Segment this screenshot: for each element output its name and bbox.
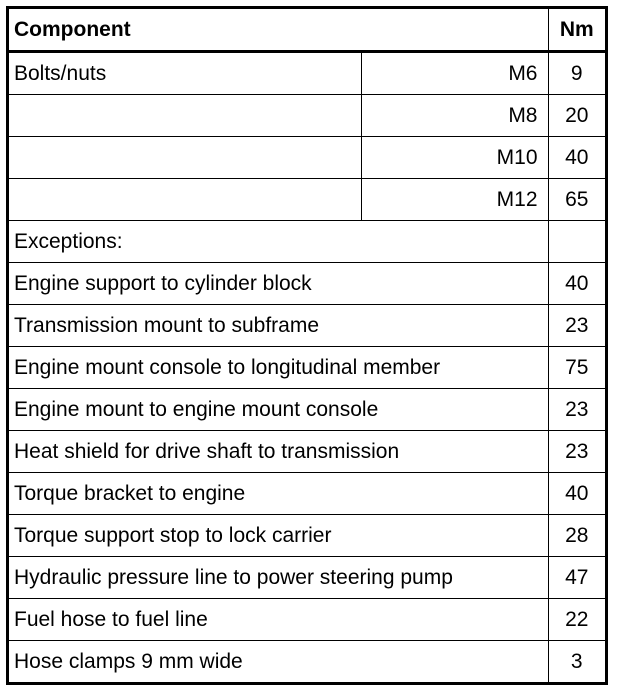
component-name: Engine support to cylinder block — [9, 262, 548, 304]
table-row — [9, 388, 605, 430]
bolt-size: M10 — [361, 137, 548, 179]
torque-value: 40 — [548, 262, 605, 304]
empty-cell — [9, 178, 361, 220]
table-row — [9, 95, 605, 137]
torque-value: 75 — [548, 346, 605, 388]
table-row — [9, 262, 605, 304]
table-header-row — [9, 9, 605, 52]
table-row — [9, 598, 605, 640]
torque-value: 9 — [548, 52, 605, 95]
torque-value: 47 — [548, 556, 605, 598]
table-row — [9, 640, 605, 682]
torque-value: 23 — [548, 388, 605, 430]
table-row — [9, 346, 605, 388]
torque-value: 3 — [548, 640, 605, 682]
bolts-label: Bolts/nuts — [9, 52, 361, 95]
empty-cell — [9, 95, 361, 137]
header-component: Component — [9, 9, 548, 52]
table-row — [9, 52, 605, 95]
table-row — [9, 137, 605, 179]
component-name: Engine mount to engine mount console — [9, 388, 548, 430]
torque-value: 23 — [548, 304, 605, 346]
bolt-size: M8 — [361, 95, 548, 137]
bolt-size: M12 — [361, 178, 548, 220]
empty-cell — [9, 137, 361, 179]
component-name: Hydraulic pressure line to power steering pump — [9, 556, 548, 598]
torque-table-frame — [6, 6, 608, 685]
table-row — [9, 472, 605, 514]
header-unit: Nm — [548, 9, 605, 52]
table-row — [9, 556, 605, 598]
component-name: Torque bracket to engine — [9, 472, 548, 514]
exceptions-label: Exceptions: — [9, 220, 548, 262]
torque-value: 23 — [548, 430, 605, 472]
bolt-size: M6 — [361, 52, 548, 95]
table-row — [9, 514, 605, 556]
torque-value: 22 — [548, 598, 605, 640]
table-row — [9, 178, 605, 220]
component-name: Torque support stop to lock carrier — [9, 514, 548, 556]
torque-value: 20 — [548, 95, 605, 137]
torque-value: 28 — [548, 514, 605, 556]
component-name: Hose clamps 9 mm wide — [9, 640, 548, 682]
exceptions-heading-row — [9, 220, 605, 262]
table-row — [9, 304, 605, 346]
torque-value: 65 — [548, 178, 605, 220]
component-name: Heat shield for drive shaft to transmission — [9, 430, 548, 472]
component-name: Transmission mount to subframe — [9, 304, 548, 346]
torque-value: 40 — [548, 137, 605, 179]
torque-table — [9, 9, 605, 682]
component-name: Fuel hose to fuel line — [9, 598, 548, 640]
torque-value: 40 — [548, 472, 605, 514]
component-name: Engine mount console to longitudinal member — [9, 346, 548, 388]
empty-cell — [548, 220, 605, 262]
table-row — [9, 430, 605, 472]
